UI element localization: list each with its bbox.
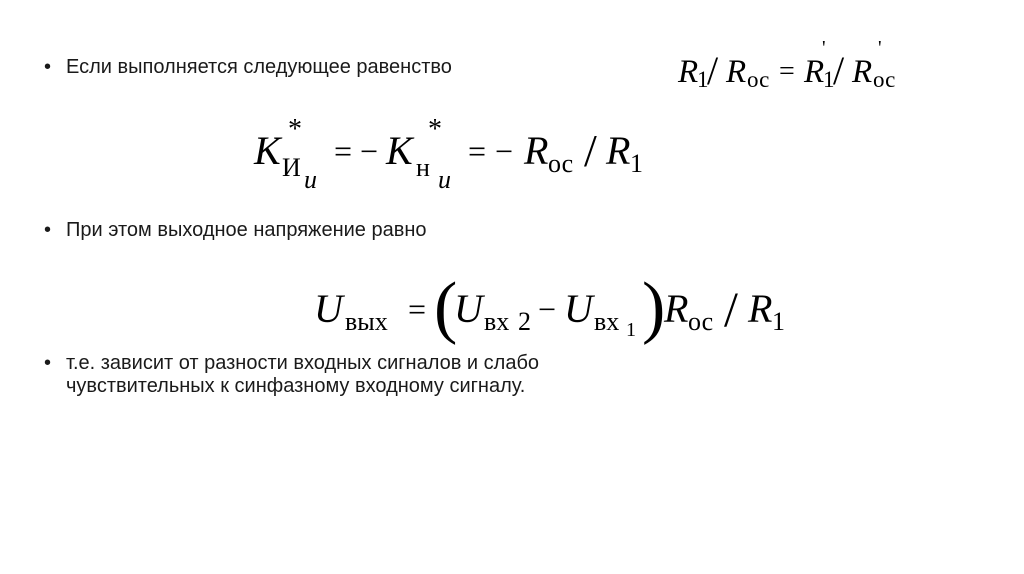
bullet-marker: • — [44, 352, 52, 374]
bullet-marker: • — [44, 219, 52, 241]
formula-subscript: 1 — [823, 67, 835, 92]
formula-subscript: ос — [688, 307, 714, 336]
formula-star: * — [288, 114, 302, 145]
formula-slash: / — [584, 125, 597, 176]
formula-subscript: ос — [548, 149, 574, 178]
formula-subscript: 1 — [630, 149, 643, 178]
formula-subscript: и — [438, 165, 451, 194]
formula-subscript: н — [416, 153, 430, 182]
bullet-text: Если выполняется следующее равенство — [66, 56, 452, 78]
bullet-marker: • — [44, 56, 52, 78]
formula-k-symbol: K — [254, 128, 281, 173]
formula-equals: = — [334, 133, 353, 169]
bullet-text: т.е. зависит от разности входных сигналов и слабо чувствительных к синфазному входному сигналу. — [66, 352, 540, 397]
formula-r-symbol: R — [726, 54, 747, 90]
bullet-text: При этом выходное напряжение равно — [66, 219, 427, 241]
formula-r-symbol: R — [748, 286, 773, 331]
formula-u-symbol: U — [454, 286, 483, 331]
formula-r-symbol: R — [524, 128, 549, 173]
formula-subscript: ос — [873, 67, 896, 92]
formula-u-symbol: U — [564, 286, 593, 331]
formula-left-paren: ( — [434, 269, 458, 346]
formula-r-symbol: R — [678, 54, 699, 90]
formula-r-symbol: R — [664, 286, 689, 331]
formula-subscript: 2 — [518, 307, 531, 336]
formula-minus: − — [538, 291, 557, 327]
bullet-item-3 — [44, 352, 539, 398]
formula-u-symbol: U — [314, 286, 343, 331]
formula-r-symbol: R — [852, 54, 873, 90]
formula-subscript: 1 — [697, 67, 709, 92]
formula-subscript: вых — [345, 307, 388, 336]
formula-subscript: И — [282, 153, 301, 182]
bullet-item-1 — [44, 56, 452, 79]
formula-subscript: ос — [747, 67, 770, 92]
formula-right-paren: ) — [642, 269, 666, 346]
formula-equals: = — [468, 133, 487, 169]
formula-equality — [676, 37, 916, 100]
formula-prime: ' — [822, 37, 826, 59]
formula-prime: ' — [878, 37, 882, 59]
formula-k-symbol: K — [386, 128, 413, 173]
formula-subscript: 1 — [772, 307, 785, 336]
formula-equals: = — [779, 56, 795, 87]
formula-output-voltage — [312, 270, 792, 350]
formula-slash: / — [707, 48, 719, 93]
formula-star: * — [428, 114, 442, 145]
formula-gain — [252, 112, 652, 192]
formula-equals: = — [408, 291, 427, 327]
formula-subscript: вх — [484, 307, 510, 336]
formula-subscript: вх — [594, 307, 620, 336]
formula-r-symbol: R — [606, 128, 631, 173]
formula-subscript: и — [304, 165, 317, 194]
bullet-item-2 — [44, 219, 427, 242]
formula-r-symbol: R — [804, 54, 825, 90]
formula-minus: − — [360, 133, 379, 169]
formula-minus: − — [495, 133, 514, 169]
formula-slash: / — [724, 281, 738, 337]
formula-slash: / — [833, 48, 845, 93]
formula-subscript: 1 — [626, 319, 636, 341]
